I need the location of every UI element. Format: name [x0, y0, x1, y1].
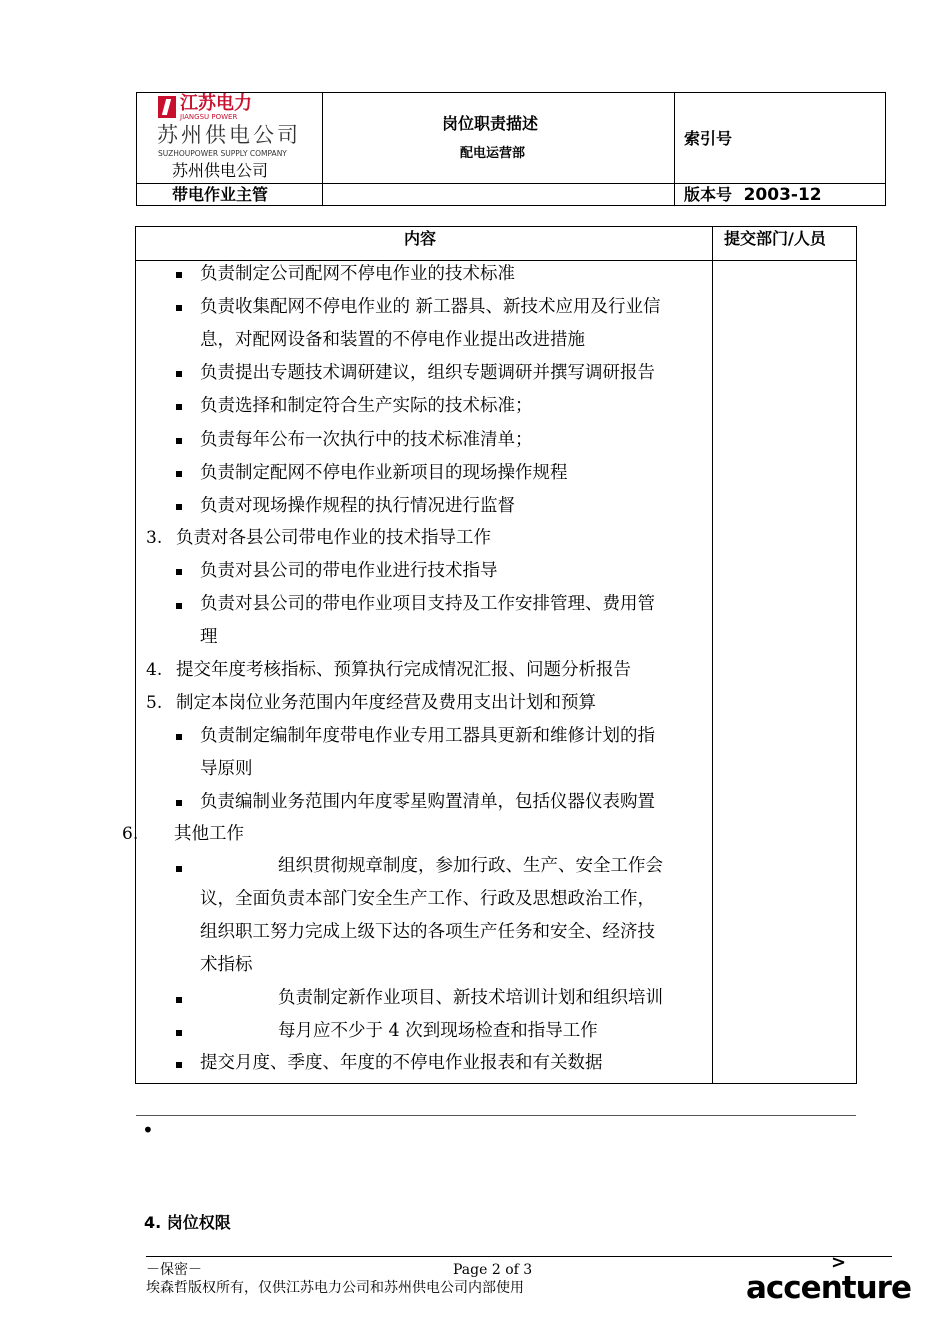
list-item-continuation: 术指标: [200, 955, 253, 975]
accenture-wordmark: accenture: [746, 1270, 911, 1306]
item-number: 3.: [146, 528, 163, 548]
bullet-icon: [176, 734, 182, 740]
bullet-icon: [176, 603, 182, 609]
position-title: 带电作业主管: [172, 185, 269, 204]
list-item-continuation: 导原则: [200, 759, 253, 779]
numbered-item: 负责对各县公司带电作业的技术指导工作: [176, 528, 491, 548]
list-item: 负责对县公司的带电作业项目支持及工作安排管理、费用管: [200, 594, 655, 614]
bullet-icon: [176, 438, 182, 444]
header-divider: [322, 92, 323, 206]
confidential-label: －保密－: [146, 1262, 202, 1278]
index-label: 索引号: [684, 129, 733, 148]
list-item: 负责收集配网不停电作业的 新工器具、新技术应用及行业信: [200, 297, 661, 317]
table-header-divider: [135, 260, 857, 261]
list-item-continuation: 组织职工努力完成上级下达的各项生产任务和安全、经济技: [200, 922, 655, 942]
list-item: 组织贯彻规章制度，参加行政、生产、安全工作会: [278, 856, 663, 876]
numbered-item: 制定本岗位业务范围内年度经营及费用支出计划和预算: [176, 693, 596, 713]
bullet-icon: [176, 866, 182, 872]
list-item: 负责编制业务范围内年度零星购置清单，包括仪器仪表购置: [200, 792, 655, 812]
list-item: 负责每年公布一次执行中的技术标准清单；: [200, 430, 533, 450]
numbered-item: 其他工作: [174, 824, 244, 844]
list-item: 提交月度、季度、年度的不停电作业报表和有关数据: [200, 1053, 603, 1073]
col-content-header: 内容: [404, 229, 437, 248]
list-item: 负责对县公司的带电作业进行技术指导: [200, 561, 498, 581]
header-divider: [674, 92, 675, 206]
list-item-continuation: 议，全面负责本部门安全生产工作、行政及思想政治工作，: [200, 889, 655, 909]
copyright-text: 埃森哲版权所有，仅供江苏电力公司和苏州供电公司内部使用: [146, 1280, 524, 1296]
list-item: 负责制定配网不停电作业新项目的现场操作规程: [200, 463, 568, 483]
logo-brand-en: JIANGSU POWER: [180, 113, 238, 121]
logo-brand: 江苏电力: [180, 93, 252, 114]
bullet-icon: [176, 1030, 182, 1036]
bullet-icon: •: [142, 1118, 154, 1142]
logo-company-en: SUZHOUPOWER SUPPLY COMPANY: [158, 149, 287, 158]
header-row-divider: [136, 183, 886, 184]
bullet-icon: [176, 569, 182, 575]
version-label: 版本号: [684, 185, 733, 204]
bullet-icon: [176, 272, 182, 278]
footer-divider: [146, 1256, 892, 1257]
version: [684, 185, 822, 205]
bullet-icon: [176, 305, 182, 311]
section-divider: [136, 1115, 856, 1116]
list-item: 负责制定编制年度带电作业专用工器具更新和维修计划的指: [200, 726, 655, 746]
list-item: 负责对现场操作规程的执行情况进行监督: [200, 496, 515, 516]
logo-mark-icon: [158, 96, 176, 118]
list-item-continuation: 理: [200, 627, 218, 647]
company-name: 苏州供电公司: [172, 161, 269, 180]
bullet-icon: [176, 404, 182, 410]
list-item: 负责制定新作业项目、新技术培训计划和组织培训: [278, 988, 663, 1008]
logo-company: 苏州供电公司: [157, 123, 301, 147]
bullet-icon: [176, 997, 182, 1003]
bullet-icon: [176, 471, 182, 477]
numbered-item: 提交年度考核指标、预算执行完成情况汇报、问题分析报告: [176, 660, 631, 680]
department: 配电运营部: [460, 146, 526, 161]
list-item: 负责选择和制定符合生产实际的技术标准；: [200, 396, 533, 416]
column-divider: [712, 226, 713, 1084]
item-number: 4.: [146, 660, 163, 680]
list-item-continuation: 息，对配网设备和装置的不停电作业提出改进措施: [200, 330, 585, 350]
bullet-icon: [176, 504, 182, 510]
bullet-icon: [176, 371, 182, 377]
accenture-mark-icon: >: [831, 1252, 847, 1273]
list-item: 每月应不少于 4 次到现场检查和指导工作: [278, 1021, 598, 1041]
page-number: Page 2 of 3: [453, 1262, 533, 1278]
item-number: 5.: [146, 693, 163, 713]
list-item: 负责制定公司配网不停电作业的技术标准: [200, 264, 515, 284]
bullet-icon: [176, 800, 182, 806]
item-number: 6.: [122, 824, 139, 844]
bullet-icon: [176, 1062, 182, 1068]
list-item: 负责提出专题技术调研建议，组织专题调研并撰写调研报告: [200, 363, 655, 383]
doc-title: 岗位职责描述: [442, 114, 539, 133]
version-value: 2003-12: [743, 185, 822, 205]
col-submit-header: 提交部门/人员: [724, 229, 826, 248]
section-heading: 4. 岗位权限: [144, 1213, 231, 1232]
